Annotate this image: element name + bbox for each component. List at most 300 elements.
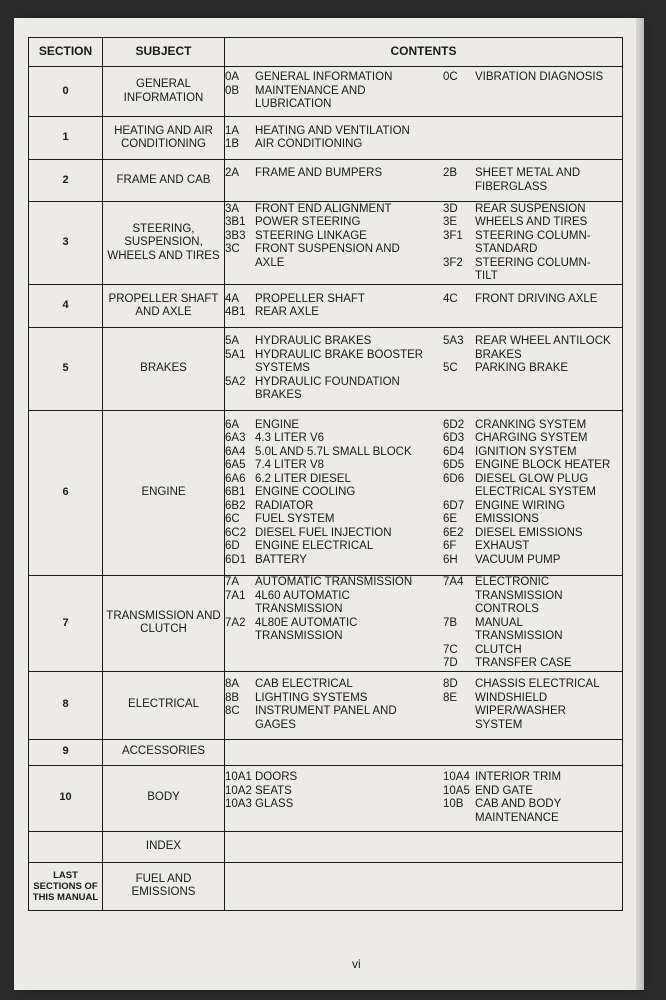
item-label: EMISSIONS (475, 513, 539, 526)
contents-item (225, 500, 443, 514)
item-code: 3A (225, 202, 240, 215)
item-label: ENGINE (255, 418, 300, 431)
contents-column-left (225, 125, 443, 152)
item-label: FRONT END ALIGNMENT (255, 202, 392, 215)
contents-item (443, 785, 613, 799)
contents-item (225, 590, 443, 604)
item-code: 3B3 (225, 229, 246, 242)
item-label: AIR CONDITIONING (255, 138, 363, 150)
contents-item (443, 216, 613, 230)
contents-item (443, 293, 613, 307)
subject-line: GENERAL (136, 78, 191, 90)
item-code: 8E (443, 691, 458, 704)
section-number: 0 (29, 67, 103, 117)
item-code: 3C (225, 243, 240, 255)
section-subject (103, 202, 225, 285)
page-edge (636, 18, 644, 990)
section-contents (225, 576, 623, 672)
contents-item (225, 306, 443, 320)
section-number: 2 (29, 160, 103, 202)
item-code: 2A (225, 167, 240, 179)
contents-column-left (225, 419, 443, 568)
section-number: 6 (29, 411, 103, 576)
item-code: 0C (443, 71, 458, 84)
item-label: 4.3 LITER V6 (255, 432, 325, 445)
contents-item (443, 362, 613, 376)
subject-line: INFORMATION (123, 91, 204, 104)
item-code: 6D3 (443, 432, 465, 445)
subject-line: TRANSMISSION AND (106, 609, 221, 622)
contents-item (443, 257, 613, 284)
item-label: ENGINE WIRING (475, 499, 566, 512)
contents-item (443, 459, 613, 473)
item-code: 7A (225, 576, 240, 588)
contents-column-right (443, 71, 613, 112)
contents-item (225, 473, 443, 487)
contents-column-right (443, 125, 613, 152)
section-number: 10 (29, 765, 103, 831)
section-subject (103, 67, 225, 117)
section-contents (225, 671, 623, 739)
contents-item (225, 335, 443, 349)
section-contents (225, 411, 623, 576)
item-code: 5A3 (443, 335, 464, 348)
item-code: 1A (225, 124, 240, 137)
item-code (225, 630, 255, 644)
section-subject (103, 411, 225, 576)
item-label: REAR WHEEL ANTILOCK (475, 335, 611, 348)
subject-line: HEATING AND AIR (114, 124, 213, 137)
contents-item (225, 705, 443, 719)
section-contents (225, 765, 623, 831)
item-label: INTERIOR TRIM (475, 771, 562, 783)
contents-column-left (225, 71, 443, 112)
contents-item (443, 812, 613, 826)
contents-item (225, 630, 443, 644)
item-code: 0A (225, 71, 240, 84)
item-label: 4L60 AUTOMATIC (255, 589, 350, 602)
item-code: 4B1 (225, 306, 246, 318)
contents-table (28, 37, 623, 911)
contents-item (225, 692, 443, 706)
contents-item (443, 500, 613, 514)
contents-item (443, 335, 613, 349)
contents-item (225, 785, 443, 799)
item-code: 2B (443, 167, 458, 179)
item-label: SYSTEM (475, 718, 523, 731)
item-label: REAR AXLE (255, 306, 319, 318)
section-contents (225, 831, 623, 862)
section-number: 9 (29, 739, 103, 765)
section-contents (225, 862, 623, 910)
item-label: HYDRAULIC BRAKE BOOSTER (255, 348, 424, 361)
section-subject (103, 285, 225, 328)
contents-item (225, 540, 443, 554)
item-label: CAB AND BODY (475, 798, 562, 810)
subject-line: INDEX (145, 839, 182, 852)
item-code: 3D (443, 202, 458, 215)
contents-column-left (225, 293, 443, 320)
item-label: VIBRATION DIAGNOSIS (475, 71, 604, 84)
item-label: FRONT DRIVING AXLE (475, 292, 598, 305)
item-label: LUBRICATION (255, 98, 332, 111)
subject-line: CLUTCH (140, 623, 187, 636)
item-label: REAR SUSPENSION (475, 202, 586, 215)
section-subject (103, 739, 225, 765)
contents-column-right (443, 335, 613, 403)
item-label: STEERING COLUMN-STANDARD (475, 229, 591, 255)
contents-item (443, 617, 613, 644)
section-number: LAST SECTIONS OF THIS MANUAL (29, 862, 103, 910)
table-row (29, 862, 623, 910)
item-code: 7C (443, 643, 458, 656)
contents-column-right (443, 419, 613, 568)
item-code: 4C (443, 292, 458, 305)
contents-item (225, 71, 443, 85)
table-row (29, 328, 623, 411)
item-label: LIGHTING SYSTEMS (255, 691, 368, 704)
item-code (225, 98, 255, 112)
item-label: FIBERGLASS (475, 180, 548, 193)
contents-item (443, 576, 613, 603)
contents-column-left (225, 576, 443, 671)
contents-item (225, 243, 443, 257)
item-code: 6D5 (443, 459, 465, 472)
table-row (29, 67, 623, 117)
contents-item (443, 692, 613, 719)
contents-item (225, 293, 443, 307)
item-code (443, 719, 475, 733)
page-number: vi (352, 957, 361, 971)
subject-line: SUSPENSION, (124, 236, 203, 249)
item-code: 5A2 (225, 375, 246, 388)
item-code: 8D (443, 678, 458, 690)
table-row (29, 739, 623, 765)
item-label: CHASSIS ELECTRICAL (475, 678, 600, 690)
header-contents: CONTENTS (225, 38, 623, 67)
contents-item (443, 203, 613, 217)
item-code: 6D6 (443, 472, 465, 485)
item-code: 3F2 (443, 256, 463, 269)
item-code: 6B1 (225, 486, 246, 499)
contents-column-left (225, 771, 443, 825)
subject-line: WHEELS AND TIRES (107, 249, 220, 262)
item-label: 4L80E AUTOMATIC (255, 616, 358, 629)
contents-item (225, 617, 443, 631)
subject-line: PROPELLER SHAFT (108, 292, 219, 305)
item-code (225, 603, 255, 617)
section-contents (225, 202, 623, 285)
item-code: 10B (443, 798, 464, 810)
item-label: CRANKING SYSTEM (475, 418, 587, 431)
item-code (443, 181, 475, 195)
item-label: ENGINE COOLING (255, 486, 356, 499)
contents-item (443, 527, 613, 541)
item-code: 6E (443, 513, 458, 526)
item-label: BRAKES (255, 389, 302, 402)
section-contents (225, 285, 623, 328)
item-code: 10A4 (443, 771, 470, 783)
item-code: 0B (225, 84, 240, 97)
item-label: AXLE (255, 256, 285, 269)
subject-line: ACCESSORIES (121, 745, 206, 758)
contents-item (443, 798, 613, 812)
item-label: EXHAUST (475, 540, 530, 553)
contents-item (225, 203, 443, 217)
contents-item (225, 419, 443, 433)
contents-column-right (443, 576, 613, 671)
item-label: FRAME AND BUMPERS (255, 167, 383, 179)
contents-item (443, 540, 613, 554)
item-label: MAINTENANCE (475, 811, 559, 824)
item-label: ENGINE BLOCK HEATER (475, 459, 611, 472)
section-number (29, 831, 103, 862)
contents-item (225, 85, 443, 99)
subject-line: BRAKES (140, 362, 187, 375)
table-row (29, 671, 623, 739)
item-label: CLUTCH (475, 643, 522, 656)
item-label: ELECTRICAL SYSTEM (475, 486, 596, 499)
section-subject (103, 765, 225, 831)
item-label: CHARGING SYSTEM (475, 432, 588, 445)
subject-line: CONDITIONING (121, 138, 206, 150)
table-row (29, 831, 623, 862)
item-label: HYDRAULIC FOUNDATION (255, 375, 400, 388)
item-code: 10A3 (225, 798, 252, 810)
subject-line: BODY (147, 791, 180, 804)
item-label: PROPELLER SHAFT (255, 292, 365, 305)
item-label: HEATING AND VENTILATION (255, 124, 410, 137)
item-code: 8B (225, 691, 240, 704)
header-section: SECTION (29, 38, 103, 67)
item-label: MAINTENANCE AND (255, 84, 366, 97)
item-label: STEERING LINKAGE (255, 229, 367, 242)
contents-item (225, 446, 443, 460)
item-code: 3F1 (443, 229, 463, 242)
item-code (443, 812, 475, 826)
item-code: 6H (443, 553, 458, 566)
item-code: 8A (225, 678, 240, 690)
item-label: GENERAL INFORMATION (255, 71, 393, 84)
subject-line: FRAME AND CAB (116, 173, 211, 186)
subject-line: ELECTRICAL (128, 698, 199, 711)
item-code: 10A2 (225, 784, 252, 797)
contents-item (443, 644, 613, 658)
section-number: 8 (29, 671, 103, 739)
contents-item (443, 513, 613, 527)
table-row (29, 765, 623, 831)
header-subject: SUBJECT (103, 38, 225, 67)
section-number: 4 (29, 285, 103, 328)
contents-body (29, 67, 623, 911)
table-row (29, 285, 623, 328)
subject-line: ENGINE (141, 486, 186, 499)
item-code: 1B (225, 138, 240, 150)
item-label: SHEET METAL AND (475, 167, 581, 179)
item-code: 6A5 (225, 459, 246, 472)
item-label: DIESEL FUEL INJECTION (255, 526, 392, 539)
section-number: 5 (29, 328, 103, 411)
section-subject (103, 671, 225, 739)
contents-column-right (443, 167, 613, 194)
item-code: 7A4 (443, 576, 464, 588)
contents-item (443, 349, 613, 363)
item-label: DIESEL EMISSIONS (475, 526, 583, 539)
contents-item (225, 167, 443, 181)
item-label: END GATE (475, 784, 533, 797)
item-label: SEATS (255, 784, 292, 797)
item-code: 5A1 (225, 348, 246, 361)
item-code (225, 389, 255, 403)
subject-line: FUEL AND (135, 872, 192, 885)
item-label: AUTOMATIC TRANSMISSION (255, 576, 413, 588)
section-number: 1 (29, 117, 103, 160)
item-label: BRAKES (475, 348, 522, 361)
item-label: FRONT SUSPENSION AND (255, 243, 400, 255)
contents-item (443, 486, 613, 500)
item-label: 5.0L AND 5.7L SMALL BLOCK (255, 445, 412, 458)
item-label: RADIATOR (255, 499, 314, 512)
contents-item (443, 657, 613, 671)
table-row (29, 160, 623, 202)
contents-item (443, 167, 613, 181)
contents-column-left (225, 335, 443, 403)
item-label: HYDRAULIC BRAKES (255, 335, 372, 348)
item-label: 7.4 LITER V8 (255, 459, 325, 472)
contents-item (225, 257, 443, 271)
item-code: 7A2 (225, 616, 246, 629)
item-label: STEERING COLUMN-TILT (475, 256, 591, 282)
contents-item (443, 771, 613, 785)
contents-item (225, 459, 443, 473)
contents-item (225, 576, 443, 590)
item-code: 10A5 (443, 784, 470, 797)
section-contents (225, 117, 623, 160)
item-code: 4A (225, 292, 240, 305)
section-contents (225, 328, 623, 411)
table-row (29, 202, 623, 285)
item-label: WHEELS AND TIRES (475, 216, 588, 228)
item-label: CONTROLS (475, 603, 539, 615)
item-code: 6D1 (225, 553, 247, 566)
contents-item (225, 527, 443, 541)
item-code: 5A (225, 335, 240, 348)
contents-item (225, 486, 443, 500)
item-label: CAB ELECTRICAL (255, 678, 353, 690)
contents-column-left (225, 678, 443, 732)
contents-column-left (225, 203, 443, 284)
item-label: BATTERY (255, 553, 307, 566)
item-code (225, 362, 255, 376)
contents-item (225, 798, 443, 812)
contents-item (225, 98, 443, 112)
item-code: 6D7 (443, 499, 465, 512)
contents-item (225, 678, 443, 692)
subject-line: AND AXLE (135, 306, 192, 318)
contents-item (225, 125, 443, 139)
item-label: GLASS (255, 798, 294, 810)
contents-column-right (443, 678, 613, 732)
contents-item (443, 473, 613, 487)
contents-item (443, 603, 613, 617)
section-contents (225, 739, 623, 765)
section-subject (103, 576, 225, 672)
item-code: 6F (443, 540, 457, 553)
item-code (225, 257, 255, 271)
item-code (443, 349, 475, 363)
contents-item (443, 432, 613, 446)
section-number: 7 (29, 576, 103, 672)
item-label: WINDSHIELD WIPER/WASHER (475, 691, 566, 717)
item-code: 8C (225, 705, 240, 717)
section-subject (103, 862, 225, 910)
item-code: 6D (225, 540, 240, 553)
item-label: DIESEL GLOW PLUG (475, 472, 589, 485)
item-label: SYSTEMS (255, 362, 310, 375)
section-number: 3 (29, 202, 103, 285)
item-label: ENGINE ELECTRICAL (255, 540, 374, 553)
item-code: 6A4 (225, 445, 246, 458)
item-code: 6D4 (443, 445, 465, 458)
item-code: 6C (225, 513, 240, 526)
contents-item (225, 216, 443, 230)
item-code: 3E (443, 216, 458, 228)
contents-item (225, 138, 443, 152)
contents-item (225, 230, 443, 244)
item-code: 5C (443, 362, 458, 375)
item-label: TRANSFER CASE (475, 657, 572, 669)
table-row (29, 411, 623, 576)
contents-item (225, 603, 443, 617)
table-row (29, 117, 623, 160)
contents-item (443, 678, 613, 692)
section-subject (103, 160, 225, 202)
item-code: 6B2 (225, 499, 246, 512)
table-row (29, 576, 623, 672)
item-code (443, 603, 475, 617)
contents-item (225, 554, 443, 568)
contents-item (443, 230, 613, 257)
contents-item (225, 719, 443, 733)
item-code: 7D (443, 657, 458, 669)
contents-column-right (443, 771, 613, 825)
item-label: POWER STEERING (255, 216, 361, 228)
item-code (225, 719, 255, 733)
item-label: IGNITION SYSTEM (475, 445, 577, 458)
item-code: 10A1 (225, 771, 252, 783)
section-subject (103, 117, 225, 160)
item-label: FUEL SYSTEM (255, 513, 335, 526)
subject-line: EMISSIONS (131, 886, 196, 898)
subject-line: STEERING, (132, 222, 195, 235)
item-code: 7B (443, 616, 458, 629)
item-label: DOORS (255, 771, 298, 783)
contents-item (443, 419, 613, 433)
item-label: ELECTRONIC TRANSMISSION (475, 576, 563, 602)
section-subject (103, 328, 225, 411)
contents-item (225, 349, 443, 363)
item-label: VACUUM PUMP (475, 553, 561, 566)
contents-item (225, 771, 443, 785)
item-code (443, 486, 475, 500)
item-code: 6A3 (225, 432, 246, 445)
item-label: GAGES (255, 718, 296, 731)
item-code: 6A6 (225, 472, 246, 485)
item-label: TRANSMISSION (255, 603, 343, 615)
header-row (29, 38, 623, 67)
contents-item (443, 719, 613, 733)
item-code: 3B1 (225, 216, 246, 228)
